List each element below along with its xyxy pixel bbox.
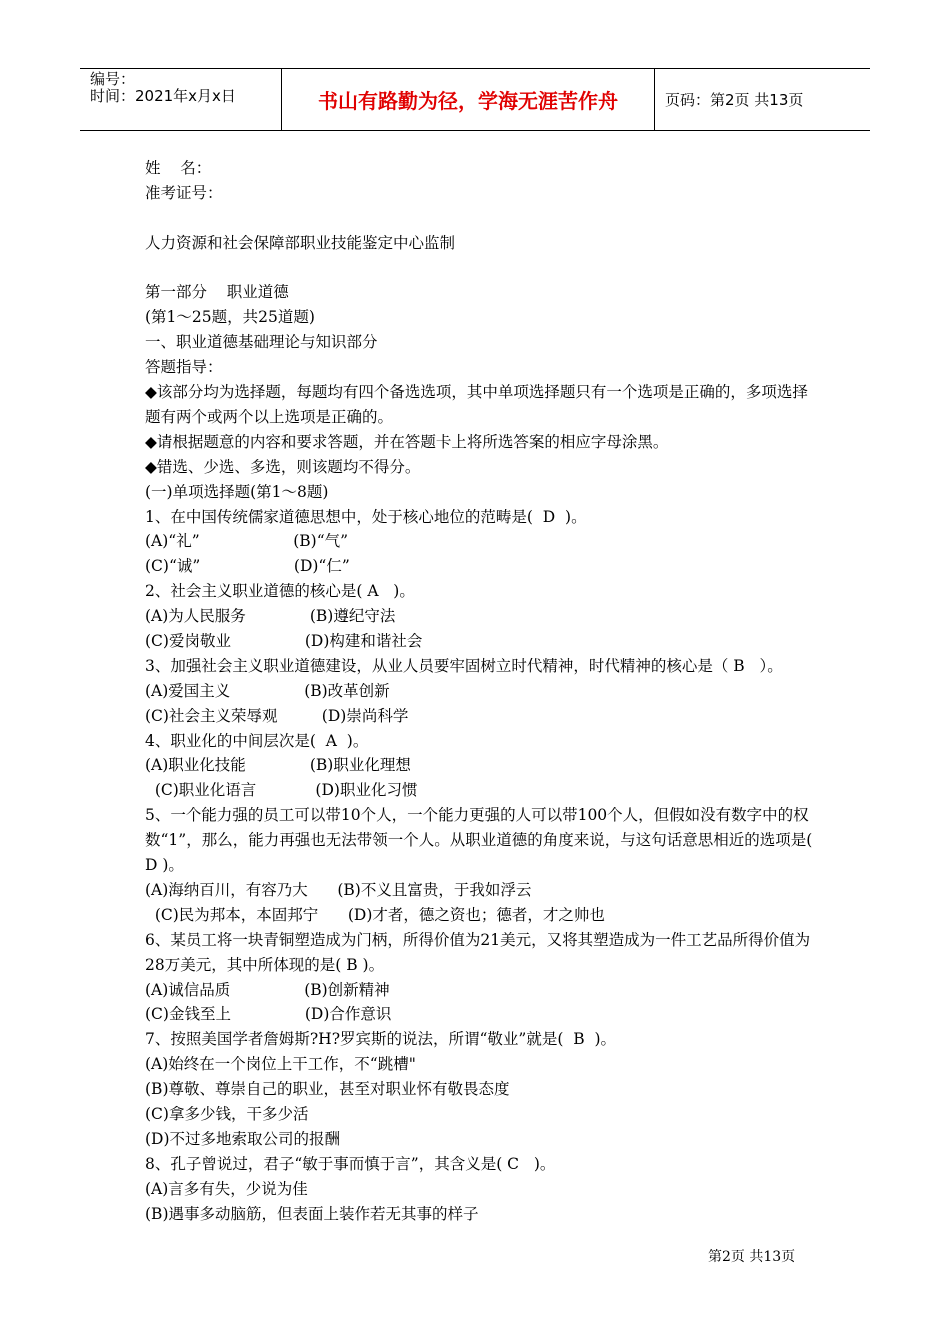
question-option: (D)不过多地索取公司的报酬 [145, 1129, 341, 1148]
question-options: (C)“诚” (D)“仁” [145, 557, 350, 576]
header-page-cell [655, 69, 870, 130]
name-field-label: 姓 名： [145, 159, 212, 177]
question-option: (A)言多有失，少说为佳 [145, 1179, 308, 1198]
question-options: (C)职业化语言 (D)职业化习惯 [145, 781, 418, 800]
question-option: (A)始终在一个岗位上干工作，不“跳槽" [145, 1055, 416, 1074]
part-range: (第1～25题，共25道题) [145, 308, 315, 327]
question-text: 7、按照美国学者詹姆斯?H?罗宾斯的说法，所谓“敬业”就是( B )。 [145, 1030, 617, 1049]
subsection-title: (一)单项选择题(第1～8题) [145, 482, 329, 501]
question-options: (A)海纳百川，有容乃大 (B)不义且富贵，于我如浮云 [145, 880, 532, 899]
question-options: (A)“礼” (B)“气” [145, 532, 349, 551]
instruction-item: ◆错选、少选、多选，则该题均不得分。 [145, 457, 421, 476]
instructions-heading: 答题指导： [145, 358, 223, 377]
question-option: (B)尊敬、尊崇自己的职业，甚至对职业怀有敬畏态度 [145, 1080, 510, 1099]
question-options: (A)诚信品质 (B)创新精神 [145, 980, 390, 999]
question-text: 6、某员工将一块青铜塑造成为门柄，所得价值为21美元，又将其塑造成为一件工艺品所得价值为28万美元，其中所体现的是( B )。 [145, 930, 811, 974]
instruction-item: ◆该部分均为选择题，每题均有四个备选选项，其中单项选择题只有一个选项是正确的，多项选择题有两个或两个以上选项是正确的。 [145, 383, 808, 426]
question-text: 8、孔子曾说过，君子“敏于事而慎于言”，其含义是( C )。 [145, 1154, 556, 1173]
page-header [80, 68, 870, 131]
spacer [145, 206, 815, 231]
header-motto: 书山有路勤为径，学海无涯苦作舟 [318, 89, 618, 113]
question-option: (B)遇事多动脑筋，但表面上装作若无其事的样子 [145, 1204, 479, 1223]
question-options: (C)社会主义荣辱观 (D)崇尚科学 [145, 706, 409, 725]
document-time-label: 时间：2021年x月x日 [90, 87, 236, 105]
question-option: (C)拿多少钱，干多少活 [145, 1104, 309, 1123]
page-footer: 第2页 共13页 [708, 1249, 796, 1265]
header-left-cell [80, 69, 282, 130]
document-number-label: 编号： [90, 70, 136, 88]
question-text: 2、社会主义职业道德的核心是( A )。 [145, 582, 415, 601]
part-title: 第一部分 职业道德 [145, 283, 289, 302]
question-options: (C)金钱至上 (D)合作意识 [145, 1005, 392, 1024]
question-text: 5、一个能力强的员工可以带10个人，一个能力更强的人可以带100个人，但假如没有数字中的权数“1”，那么，能力再强也无法带领一个人。从职业道德的角度来说，与这句话意思相近的选项是( D )。 [145, 806, 813, 874]
question-options: (C)民为邦本，本固邦宁 (D)才者，德之资也；德者，才之帅也 [145, 905, 605, 924]
question-text: 3、加强社会主义职业道德建设，从业人员要牢固树立时代精神，时代精神的核心是（ B ）。 [145, 656, 783, 675]
issuer-line: 人力资源和社会保障部职业技能鉴定中心监制 [145, 233, 456, 252]
instruction-item: ◆请根据题意的内容和要求答题，并在答题卡上将所选答案的相应字母涂黑。 [145, 432, 669, 451]
header-motto-cell [282, 69, 655, 130]
question-options: (A)为人民服务 (B)遵纪守法 [145, 607, 396, 626]
question-options: (A)爱国主义 (B)改革创新 [145, 681, 390, 700]
question-text: 1、在中国传统儒家道德思想中，处于核心地位的范畴是( D )。 [145, 507, 587, 526]
section-title: 一、职业道德基础理论与知识部分 [145, 333, 378, 352]
spacer [145, 256, 815, 281]
header-page-number: 页码：第2页 共13页 [665, 91, 804, 109]
question-options: (C)爱岗敬业 (D)构建和谐社会 [145, 631, 423, 650]
question-options: (A)职业化技能 (B)职业化理想 [145, 756, 411, 775]
question-text: 4、职业化的中间层次是( A )。 [145, 731, 369, 750]
document-body [145, 156, 815, 1226]
exam-id-label: 准考证号： [145, 183, 223, 202]
